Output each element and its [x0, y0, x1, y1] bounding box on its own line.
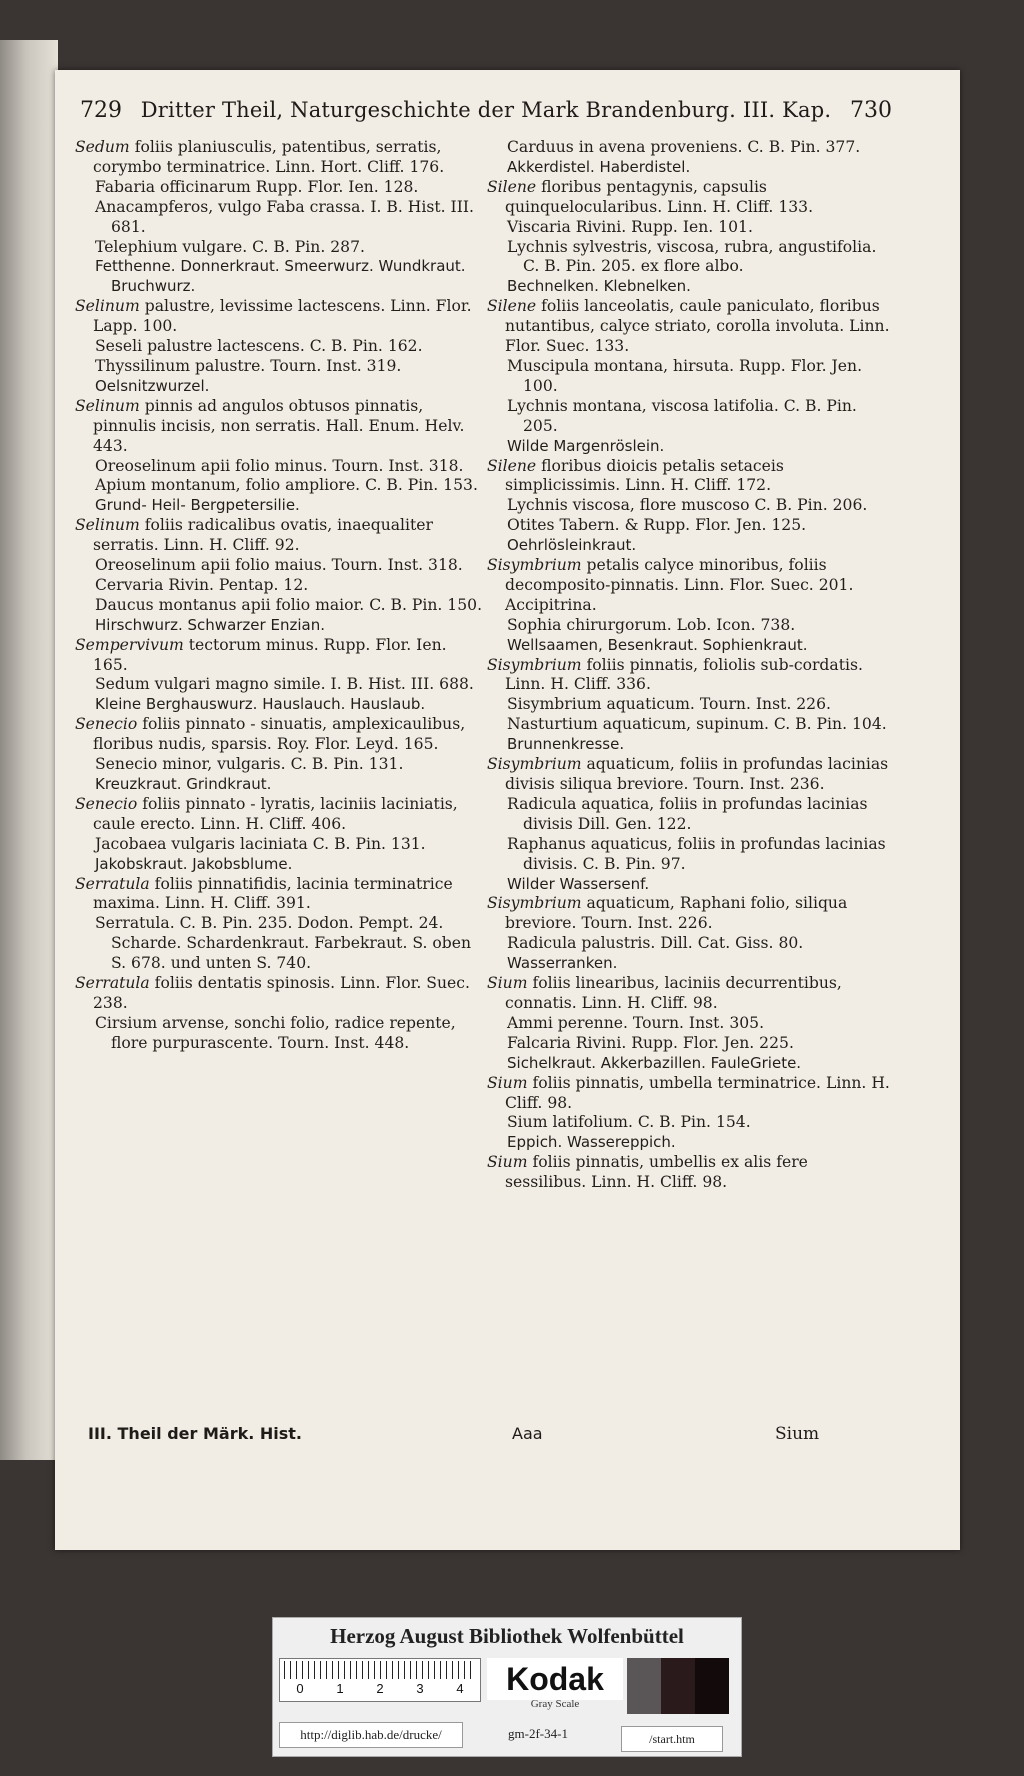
genus-name: Selinum [75, 516, 140, 535]
vernacular-names [487, 437, 892, 457]
genus-name: Senecio [75, 715, 138, 734]
page-number-left: 729 [80, 98, 122, 123]
running-header [80, 98, 892, 132]
genus-name: Sium [487, 1073, 528, 1092]
gray-scale-label: Gray Scale [530, 1698, 580, 1710]
genus-name: Serratula [75, 974, 150, 993]
dark-swatch [661, 1658, 695, 1714]
entry-text: Brunnenkresse. [507, 735, 625, 754]
genus-name: Sisymbrium [487, 556, 582, 575]
scale-ruler [279, 1658, 481, 1702]
entry-text: pinnis ad angulos obtusos pinnatis, pinnulis incisis, non serratis. Hall. Enum. Helv. 443. [93, 396, 465, 455]
gray-swatch [627, 1658, 661, 1714]
entry-text: Viscaria Rivini. Rupp. Ien. 101. [507, 217, 753, 236]
vernacular-names [487, 277, 892, 297]
entry-text: foliis pinnatis, foliolis sub-cordatis. Linn. H. Cliff. 336. [505, 655, 863, 694]
synonym-line [487, 1113, 892, 1133]
synonym-line [487, 218, 892, 238]
vernacular-names [487, 875, 892, 895]
species-entry [487, 755, 892, 795]
entry-text: Otites Tabern. & Rupp. Flor. Jen. 125. [507, 516, 807, 535]
entry-text: Radicula palustris. Dill. Cat. Giss. 80. [507, 934, 804, 953]
library-color-card [272, 1617, 742, 1757]
entry-text: Anacampferos, vulgo Faba crassa. I. B. Hist. III. 681. [95, 197, 474, 236]
entry-text: Sichelkraut. Akkerbazillen. FauleGriete. [507, 1053, 802, 1072]
species-entry [75, 875, 485, 915]
species-entry [75, 715, 485, 755]
synonym-line [487, 695, 892, 715]
right-column [487, 138, 892, 1193]
genus-name: Sisymbrium [487, 894, 582, 913]
synonym-line [75, 675, 485, 695]
synonym-line [75, 596, 485, 616]
species-entry [487, 457, 892, 497]
synonym-line [75, 337, 485, 357]
entry-text: Sium latifolium. C. B. Pin. 154. [507, 1113, 751, 1132]
entry-text: palustre, levissime lactescens. Linn. Flor. Lapp. 100. [93, 297, 472, 336]
entry-text: Oehrlösleinkraut. [507, 536, 637, 555]
genus-name: Sedum [75, 138, 130, 156]
entry-text: Raphanus aquaticus, foliis in profundas lacinias divisis. C. B. Pin. 97. [507, 834, 886, 873]
synonym-line [487, 238, 892, 278]
synonym-line [75, 476, 485, 496]
vernacular-names [75, 855, 485, 875]
genus-name: Senecio [75, 794, 138, 813]
entry-text: Carduus in avena proveniens. C. B. Pin. 377. [507, 138, 861, 156]
synonym-line [487, 357, 892, 397]
entry-text: foliis pinnatifidis, lacinia terminatrice maxima. Linn. H. Cliff. 391. [93, 874, 453, 913]
entry-text: Telephium vulgare. C. B. Pin. 287. [95, 237, 365, 256]
synonym-line [75, 457, 485, 477]
entry-text: floribus dioicis petalis setaceis simplicissimis. Linn. H. Cliff. 172. [505, 456, 784, 495]
entry-text: Jacobaea vulgaris laciniata C. B. Pin. 131. [95, 834, 426, 853]
footer-volume-line: III. Theil der Märk. Hist. [88, 1424, 302, 1443]
species-entry [75, 974, 485, 1014]
species-entry [75, 795, 485, 835]
species-entry [75, 297, 485, 337]
synonym-line [487, 397, 892, 437]
adjacent-page-edge [0, 40, 58, 1460]
synonym-line [75, 178, 485, 198]
synonym-line [487, 795, 892, 835]
vernacular-names [75, 775, 485, 795]
synonym-line [75, 914, 485, 974]
entry-text: Kreuzkraut. Grindkraut. [95, 775, 272, 793]
vernacular-names [487, 1054, 892, 1074]
synonym-line [487, 496, 892, 516]
species-entry [487, 297, 892, 357]
vernacular-names [487, 954, 892, 974]
vernacular-names [75, 616, 485, 636]
ruler-number: 2 [376, 1681, 384, 1696]
entry-text: foliis pinnato - sinuatis, amplexicaulibus, floribus nudis, sparsis. Roy. Flor. Leyd. 165. [93, 715, 466, 754]
entry-text: foliis radicalibus ovatis, inaequaliter serratis. Linn. H. Cliff. 92. [93, 516, 433, 555]
vernacular-names [75, 377, 485, 397]
genus-name: Sisymbrium [487, 655, 582, 674]
synonym-line [487, 1034, 892, 1054]
synonym-line [487, 516, 892, 536]
species-entry [487, 556, 892, 616]
entry-text: Apium montanum, folio ampliore. C. B. Pin. 153. [95, 476, 478, 495]
species-entry [75, 516, 485, 556]
synonym-line [75, 238, 485, 258]
entry-text: Daucus montanus apii folio maior. C. B. Pin. 150. [95, 595, 483, 614]
signature-mark: Aaa [512, 1424, 543, 1443]
entry-text: foliis planiusculis, patentibus, serratis, corymbo terminatrice. Linn. Hort. Cliff. 176. [93, 138, 445, 176]
entry-text: Cervaria Rivin. Pentap. 12. [95, 575, 309, 594]
library-name: Herzog August Bibliothek Wolfenbüttel [330, 1624, 684, 1648]
vernacular-names [75, 496, 485, 516]
entry-text: Hirschwurz. Schwarzer Enzian. [95, 615, 325, 634]
entry-text: Kleine Berghauswurz. Hauslauch. Hauslaub. [95, 695, 426, 714]
entry-text: Nasturtium aquaticum, supinum. C. B. Pin. 104. [507, 715, 887, 734]
synonym-line [75, 198, 485, 238]
synonym-line [75, 556, 485, 576]
species-entry [75, 397, 485, 457]
vernacular-names [487, 1133, 892, 1153]
species-entry [487, 974, 892, 1014]
entry-text: foliis linearibus, laciniis decurrentibus, connatis. Linn. H. Cliff. 98. [505, 974, 842, 1012]
vernacular-names [487, 735, 892, 755]
species-entry [75, 138, 485, 178]
ruler-numbers [280, 1681, 480, 1696]
synonym-line [75, 835, 485, 855]
entry-text: Senecio minor, vulgaris. C. B. Pin. 131. [95, 755, 404, 774]
synonym-line [487, 715, 892, 735]
synonym-line [487, 616, 892, 636]
entry-text: Sedum vulgari magno simile. I. B. Hist. III. 688. [95, 675, 474, 694]
entry-text: Sophia chirurgorum. Lob. Icon. 738. [507, 615, 796, 634]
entry-text: Oreoselinum apii folio minus. Tourn. Inst. 318. [95, 456, 464, 475]
entry-text: Sisymbrium aquaticum. Tourn. Inst. 226. [507, 695, 831, 714]
entry-text: foliis pinnatis, umbella terminatrice. Linn. H. Cliff. 98. [505, 1073, 890, 1112]
entry-text: Eppich. Wassereppich. [507, 1133, 676, 1152]
entry-text: Lychnis viscosa, flore muscoso C. B. Pin. 206. [507, 496, 868, 515]
species-entry [487, 1074, 892, 1114]
ruler-number: 1 [336, 1681, 344, 1696]
synonym-line [75, 755, 485, 775]
entry-text: Thyssilinum palustre. Tourn. Inst. 319. [95, 356, 402, 375]
entry-text: Ammi perenne. Tourn. Inst. 305. [507, 1013, 765, 1032]
entry-text: floribus pentagynis, capsulis quinquelocularibus. Linn. H. Cliff. 133. [505, 177, 814, 216]
genus-name: Sempervivum [75, 635, 184, 654]
entry-text: Wilder Wassersenf. [507, 874, 650, 893]
entry-text: aquaticum, Raphani folio, siliqua breviore. Tourn. Inst. 226. [505, 894, 848, 933]
entry-text: foliis pinnato - lyratis, laciniis laciniatis, caule erecto. Linn. H. Cliff. 406. [93, 794, 458, 833]
genus-name: Selinum [75, 396, 140, 415]
entry-text: Falcaria Rivini. Rupp. Flor. Jen. 225. [507, 1033, 794, 1052]
entry-text: Cirsium arvense, sonchi folio, radice repente, flore purpurascente. Tourn. Inst. 448. [95, 1013, 456, 1052]
entry-text: Fabaria officinarum Rupp. Flor. Ien. 128. [95, 177, 419, 196]
vernacular-names [75, 695, 485, 715]
entry-text: Grund- Heil- Bergpetersilie. [95, 496, 300, 515]
vernacular-names [487, 158, 892, 178]
entry-text: petalis calyce minoribus, foliis decomposito-pinnatis. Linn. Flor. Suec. 201. Accipitrina. [505, 556, 854, 614]
ruler-ticks [284, 1661, 476, 1679]
ruler-number: 0 [296, 1681, 304, 1696]
entry-text: Radicula aquatica, foliis in profundas lacinias divisis Dill. Gen. 122. [507, 794, 868, 833]
entry-text: Wilde Margenröslein. [507, 436, 665, 455]
header-title: Dritter Theil, Naturgeschichte der Mark Brandenburg. III. Kap. [140, 98, 832, 122]
entry-text: Lychnis sylvestris, viscosa, rubra, angustifolia. C. B. Pin. 205. ex flore albo. [507, 237, 877, 276]
synonym-line [487, 1014, 892, 1034]
species-entry [487, 178, 892, 218]
entry-text: aquaticum, foliis in profundas lacinias divisis siliqua breviore. Tourn. Inst. 236. [505, 755, 889, 793]
species-entry [487, 1153, 892, 1193]
genus-name: Selinum [75, 297, 140, 316]
species-entry [487, 894, 892, 934]
entry-text: Wasserranken. [507, 954, 618, 973]
vernacular-names [487, 636, 892, 656]
black-swatch [695, 1658, 729, 1714]
genus-name: Silene [487, 297, 537, 316]
species-entry [487, 656, 892, 696]
synonym-line [487, 138, 892, 158]
shelfmark-label: gm-2f-34-1 [508, 1726, 568, 1741]
species-entry [75, 636, 485, 676]
synonym-line [75, 1014, 485, 1054]
entry-text: Jakobskraut. Jakobsblume. [95, 854, 293, 873]
ruler-number: 4 [456, 1681, 464, 1696]
synonym-line [487, 934, 892, 954]
genus-name: Sium [487, 974, 528, 993]
entry-text: Seseli palustre lactescens. C. B. Pin. 162. [95, 337, 423, 356]
ruler-number: 3 [416, 1681, 424, 1696]
page-number-right: 730 [850, 98, 892, 123]
genus-name: Silene [487, 456, 537, 475]
entry-text: Lychnis montana, viscosa latifolia. C. B. Pin. 205. [507, 396, 857, 435]
start-label: /start.htm [621, 1726, 723, 1752]
synonym-line [487, 835, 892, 875]
genus-name: Serratula [75, 874, 150, 893]
vernacular-names [487, 536, 892, 556]
genus-name: Sium [487, 1153, 528, 1172]
entry-text: Akkerdistel. Haberdistel. [507, 157, 691, 176]
genus-name: Silene [487, 177, 537, 196]
url-label: http://diglib.hab.de/drucke/ [279, 1722, 463, 1748]
entry-text: Muscipula montana, hirsuta. Rupp. Flor. Jen. 100. [507, 356, 863, 395]
entry-text: tectorum minus. Rupp. Flor. Ien. 165. [93, 635, 447, 674]
entry-text: foliis lanceolatis, caule paniculato, floribus nutantibus, calyce striato, corolla involuta. Linn. Flor. Suec. 133. [505, 297, 890, 356]
entry-text: Bechnelken. Klebnelken. [507, 277, 691, 296]
entry-text: foliis dentatis spinosis. Linn. Flor. Suec. 238. [93, 974, 470, 1012]
synonym-line [75, 576, 485, 596]
synonym-line [75, 357, 485, 377]
entry-text: Oelsnitzwurzel. [95, 376, 210, 395]
catchword: Sium [775, 1424, 820, 1444]
entry-text: Fetthenne. Donnerkraut. Smeerwurz. Wundkraut. Bruchwurz. [95, 257, 466, 296]
vernacular-names [75, 257, 485, 297]
entry-text: foliis pinnatis, umbellis ex alis fere sessilibus. Linn. H. Cliff. 98. [505, 1153, 808, 1192]
left-column [75, 138, 485, 1054]
entry-text: Oreoselinum apii folio maius. Tourn. Inst. 318. [95, 556, 463, 575]
entry-text: Wellsaamen, Besenkraut. Sophienkraut. [507, 635, 808, 654]
genus-name: Sisymbrium [487, 755, 582, 774]
kodak-logo: Kodak [487, 1658, 623, 1700]
entry-text: Serratula. C. B. Pin. 235. Dodon. Pempt. 24. Scharde. Schardenkraut. Farbekraut. S. oben S. 678. und unten S. 740. [95, 914, 472, 973]
